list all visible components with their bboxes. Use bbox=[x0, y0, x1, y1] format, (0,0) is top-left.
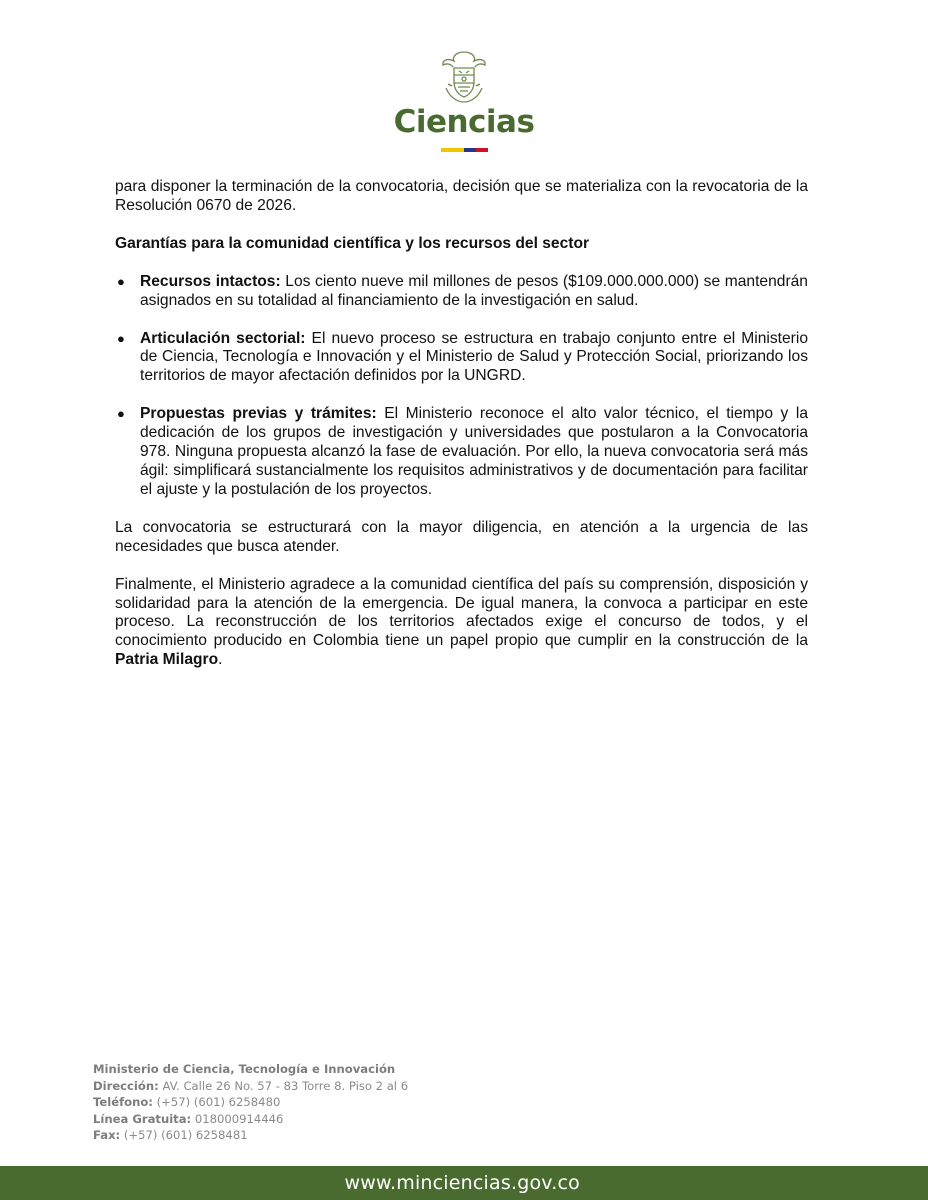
list-item bbox=[115, 330, 808, 387]
closing-end: . bbox=[218, 651, 223, 669]
footer-toll-free bbox=[93, 1111, 408, 1128]
flag-red bbox=[476, 148, 488, 152]
footer-fax bbox=[93, 1127, 408, 1144]
closing-bold: Patria Milagro bbox=[115, 651, 219, 669]
phone-value: (+57) (601) 6258480 bbox=[152, 1095, 281, 1109]
list-item-text: Los ciento nueve mil millones de pesos ($109.000.000.000) se mantendrán asignados en su totalidad al financiamiento de la investigación en salud. bbox=[140, 272, 808, 309]
footer-bar bbox=[0, 1166, 928, 1200]
brand-name: Ciencias bbox=[393, 104, 535, 140]
coat-of-arms-icon bbox=[438, 48, 490, 104]
phone-label: Teléfono: bbox=[93, 1095, 153, 1109]
letterhead bbox=[0, 48, 928, 152]
footer-phone bbox=[93, 1094, 408, 1111]
bullet-icon: ● bbox=[117, 330, 125, 346]
address-label: Dirección: bbox=[93, 1078, 159, 1093]
list-item-lead: Propuestas previas y trámites: bbox=[140, 405, 377, 423]
bullet-icon: ● bbox=[117, 273, 125, 289]
footer-contact bbox=[93, 1061, 408, 1144]
toll-free-value: 018000914446 bbox=[191, 1111, 284, 1126]
flag-stripe bbox=[0, 148, 928, 152]
intro-paragraph: para disponer la terminación de la convocatoria, decisión que se materializa con la revocatoria de la Resolución 0670 de 2026. bbox=[115, 178, 808, 214]
footer-address bbox=[93, 1078, 408, 1095]
footer-org: Ministerio de Ciencia, Tecnología e Innovación bbox=[93, 1062, 396, 1076]
diligence-paragraph: La convocatoria se estructurará con la mayor diligencia, en atención a la urgencia de las necesidades que busca atender. bbox=[115, 518, 808, 555]
address-value: AV. Calle 26 No. 57 - 83 Torre 8. Piso 2 al 6 bbox=[158, 1078, 409, 1093]
fax-label: Fax: bbox=[93, 1128, 121, 1142]
toll-free-label: Línea Gratuita: bbox=[93, 1111, 192, 1126]
section-heading: Garantías para la comunidad científica y los recursos del sector bbox=[115, 234, 590, 252]
fax-value: (+57) (601) 6258481 bbox=[120, 1128, 248, 1142]
list-item-lead: Articulación sectorial: bbox=[140, 329, 306, 347]
closing-text: Finalmente, el Ministerio agradece a la comunidad científica del país su comprensión, disposición y solidaridad para la atención de la emergencia. De igual manera, la convoca a participar en este proceso. La reconstrucción de los territorios afectados exige el concurso de todos, y el conocimiento producido en Colombia tiene un papel propio que cumplir en la construcción de la bbox=[115, 575, 808, 650]
website-link[interactable]: www.minciencias.gov.co bbox=[344, 1172, 580, 1194]
closing-paragraph bbox=[115, 576, 808, 671]
list-item-text: El nuevo proceso se estructura en trabajo conjunto entre el Ministerio de Ciencia, Tecnología e Innovación y el Ministerio de Salud y Protección Social, priorizando los territorios de mayor afectación definidos por la UNGRD. bbox=[140, 329, 808, 385]
guarantees-list bbox=[115, 273, 808, 500]
list-item bbox=[115, 405, 808, 500]
document-body bbox=[115, 178, 808, 670]
flag-blue bbox=[464, 148, 476, 152]
list-item-text: El Ministerio reconoce el alto valor técnico, el tiempo y la dedicación de los grupos de investigación y universidades que postularon a la Convocatoria 978. Ninguna propuesta alcanzó la fase de evaluación. Por ello, la nueva convocatoria será más ágil: simplificará sustancialmente los requisitos administrativos y de documentación para facilitar el ajuste y la postulación de los proyectos. bbox=[140, 405, 808, 498]
list-item bbox=[115, 273, 808, 311]
list-item-lead: Recursos intactos: bbox=[140, 272, 281, 290]
flag-yellow bbox=[441, 148, 464, 152]
bullet-icon: ● bbox=[117, 406, 125, 422]
